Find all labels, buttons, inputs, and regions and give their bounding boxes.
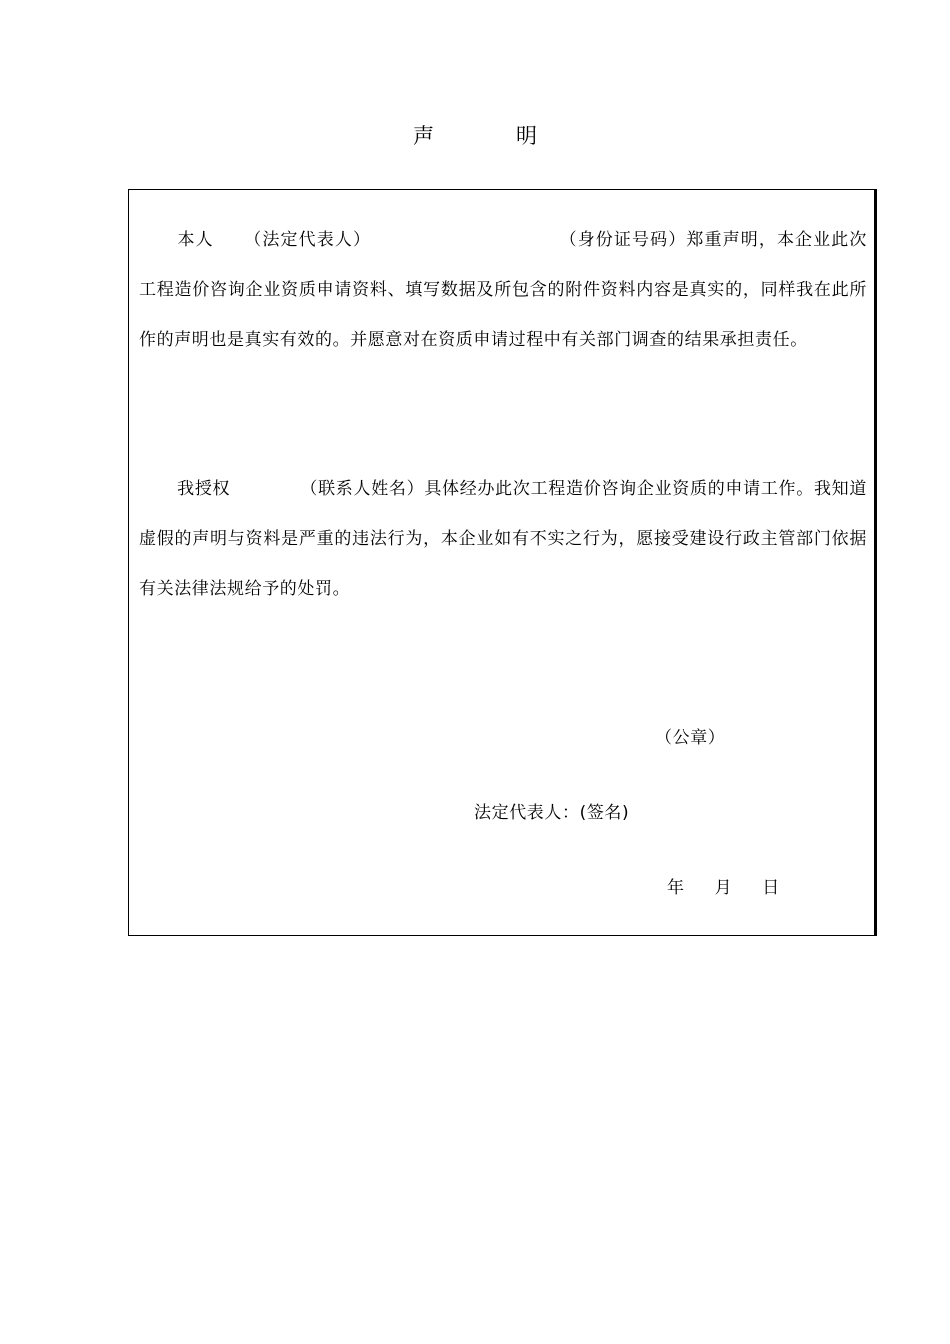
declaration-box: [128, 189, 875, 936]
year-label: 年: [667, 878, 685, 898]
day-label: 日: [762, 878, 780, 898]
title-char-1: 声: [413, 124, 434, 148]
declaration-text-1: （身份证号码）郑重声明，本企业此次工程造价咨询企业资质申请资料、填写数据及所包含的附件资料内容是真实的，同样我在此所作的声明也是真实有效的。并愿意对在资质申请过程中有关部门调查的结果承担责任。: [139, 230, 867, 350]
declaration-paragraph-1: [139, 215, 867, 365]
declaration-paragraph-2: [139, 464, 867, 614]
declaration-text-2: （联系人姓名）具体经办此次工程造价咨询企业资质的申请工作。我知道虚假的声明与资料是严重的违法行为，本企业如有不实之行为，愿接受建设行政主管部门依据有关法律法规给予的处罚。: [139, 479, 867, 599]
company-seal-label: （公章）: [655, 728, 726, 748]
legal-rep-label: （法定代表人）: [243, 230, 372, 250]
legal-rep-signature-label: 法定代表人：(签名): [474, 803, 630, 823]
month-label: 月: [714, 878, 733, 898]
date-line: [667, 876, 780, 900]
page-title: [0, 122, 950, 150]
self-label: 本人: [177, 230, 214, 250]
authorize-label: 我授权: [177, 479, 231, 499]
title-char-2: 明: [516, 124, 537, 148]
